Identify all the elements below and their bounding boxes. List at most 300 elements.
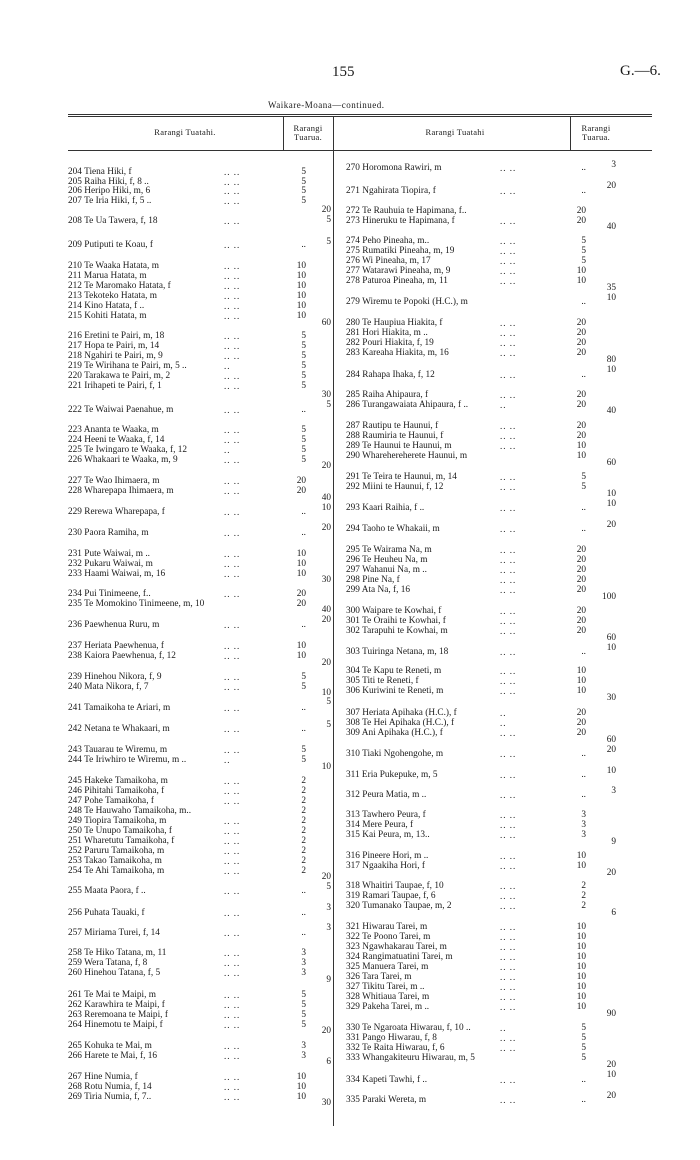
leader-dots: .. .. <box>500 472 517 482</box>
owner-entry: 271 Ngahirata Tiopira, f <box>346 186 436 196</box>
owner-entry: 289 Te Haunui te Haunui, m <box>346 441 452 451</box>
leader-dots: .. .. <box>224 968 241 978</box>
leader-dots: .. .. <box>500 441 517 451</box>
owner-entry: 293 Kaari Raihia, f .. <box>346 503 425 513</box>
leader-dots: .. .. <box>224 1082 241 1092</box>
leader-dots: .. .. <box>500 606 517 616</box>
leader-dots: .. .. <box>500 575 517 585</box>
share-value: 2 <box>301 796 306 806</box>
group-total: 40 <box>606 222 616 232</box>
share-value: 10 <box>576 861 586 871</box>
share-value: .. <box>301 405 306 415</box>
owner-entry: 263 Reremoana te Maipi, f <box>68 1010 168 1020</box>
share-value: 5 <box>301 435 306 445</box>
share-value: 10 <box>296 311 306 321</box>
owner-entry: 251 Wharetutu Tamaikoha, f <box>68 836 175 846</box>
group-total: 3 <box>326 903 331 913</box>
leader-dots: .. .. <box>224 271 241 281</box>
leader-dots: .. .. <box>224 1041 241 1051</box>
owner-entry: 291 Te Teira te Haunui, m, 14 <box>346 472 457 482</box>
owner-entry: 227 Te Wao Ihimaera, m <box>68 476 160 486</box>
leader-dots: .. .. <box>224 177 241 187</box>
owner-entry: 268 Rotu Numia, f, 14 <box>68 1082 152 1092</box>
share-value: .. <box>581 297 586 307</box>
leader-dots: .. .. <box>224 724 241 734</box>
group-total: 10 <box>606 499 616 509</box>
group-total: 10 <box>606 365 616 375</box>
owner-entry: 225 Te Iwingaro te Waaka, f, 12 <box>68 445 188 455</box>
group-total: 20 <box>321 658 331 668</box>
share-value: .. <box>301 240 306 250</box>
share-value: 10 <box>576 972 586 982</box>
owner-entry: 244 Te Iriwhiro te Wiremu, m .. <box>68 755 187 765</box>
share-value: 5 <box>301 381 306 391</box>
owner-entry: 288 Raumiria te Haunui, f <box>346 431 444 441</box>
share-value: 10 <box>296 301 306 311</box>
owner-entry: 323 Ngawhakarau Tarei, m <box>346 942 447 952</box>
leader-dots: .. .. <box>224 405 241 415</box>
share-value: 10 <box>576 932 586 942</box>
leader-dots: .. .. <box>500 861 517 871</box>
group-total: 10 <box>606 1070 616 1080</box>
column-divider <box>283 116 284 150</box>
owner-entry: 270 Horomona Rawiri, m <box>346 163 442 173</box>
owner-entry: 304 Te Kapu te Reneti, m <box>346 666 442 676</box>
leader-dots: .. .. <box>500 421 517 431</box>
page-number: 155 <box>332 64 355 80</box>
leader-dots: .. .. <box>224 196 241 206</box>
leader-dots: .. .. <box>224 836 241 846</box>
owner-entry: 290 Wharehereheretе Haunui, m <box>346 451 468 461</box>
owner-entry: 309 Ani Apihaka (H.C.), f <box>346 728 443 738</box>
leader-dots: .. .. <box>224 776 241 786</box>
leader-dots: .. .. <box>224 651 241 661</box>
owner-entry: 314 Mere Peura, f <box>346 820 414 830</box>
owner-entry: 296 Te Heuheu Na, m <box>346 555 428 565</box>
owner-entry: 312 Peura Matia, m .. <box>346 790 427 800</box>
owner-entry: 285 Raiha Ahipaura, f <box>346 390 429 400</box>
owner-entry: 229 Rerewa Wharepapa, f <box>68 507 165 517</box>
owner-entry: 235 Te Momokino Tinimeene, m, 10 <box>68 599 205 609</box>
share-value: 2 <box>301 826 306 836</box>
owner-entry: 310 Tiaki Ngohengohe, m <box>346 749 444 759</box>
group-total: 20 <box>606 1060 616 1070</box>
owner-entry: 220 Tarakawa te Pairi, m, 2 <box>68 371 171 381</box>
leader-dots: .. .. <box>500 942 517 952</box>
owner-entry: 281 Hori Hiakita, m .. <box>346 328 428 338</box>
leader-dots: .. .. <box>500 482 517 492</box>
share-value: 5 <box>301 445 306 455</box>
group-total: 80 <box>606 355 616 365</box>
share-value: 5 <box>301 341 306 351</box>
owner-entry: 331 Pango Hiwarau, f, 8 <box>346 1033 437 1043</box>
share-value: .. <box>301 620 306 630</box>
share-value: 20 <box>576 348 586 358</box>
owner-entry: 254 Te Ahi Tamaikoha, m <box>68 866 165 876</box>
share-value: 20 <box>576 708 586 718</box>
leader-dots: .. .. <box>500 676 517 686</box>
share-value: 20 <box>576 390 586 400</box>
owner-entry: 297 Wahanui Na, m .. <box>346 565 427 575</box>
share-value: .. <box>301 703 306 713</box>
owner-entry: 222 Te Waiwai Paenahue, m <box>68 405 174 415</box>
owner-entry: 326 Tara Tarei, m <box>346 972 412 982</box>
owner-entry: 325 Manuera Tarei, m <box>346 962 429 972</box>
share-value: .. <box>301 528 306 538</box>
owner-entry: 265 Kohuka te Mai, m <box>68 1041 152 1051</box>
owner-entry: 327 Tikitu Tarei, m .. <box>346 982 425 992</box>
leader-dots: .. .. <box>500 1043 517 1053</box>
leader-dots: .. .. <box>224 866 241 876</box>
group-total: 10 <box>606 293 616 303</box>
share-value: 10 <box>576 952 586 962</box>
owner-entry: 322 Te Poono Tarei, m <box>346 932 431 942</box>
owner-entry: 215 Kohiti Hatata, m <box>68 311 147 321</box>
share-value: 5 <box>581 1023 586 1033</box>
leader-dots: .. .. <box>224 816 241 826</box>
group-total: 5 <box>326 882 331 892</box>
owner-entry: 320 Tumanako Taupae, m, 2 <box>346 901 452 911</box>
share-value: 10 <box>576 992 586 1002</box>
share-value: 5 <box>581 472 586 482</box>
group-total: 5 <box>326 400 331 410</box>
share-value: 5 <box>301 672 306 682</box>
leader-dots: .. .. <box>500 932 517 942</box>
share-value: 5 <box>581 246 586 256</box>
share-value: 3 <box>301 948 306 958</box>
leader-dots: .. .. <box>500 338 517 348</box>
share-value: 3 <box>581 810 586 820</box>
owner-entry: 234 Pui Tinimeene, f.. <box>68 589 151 599</box>
share-value: .. <box>581 749 586 759</box>
leader-dots: .. .. <box>500 236 517 246</box>
share-value: 10 <box>576 676 586 686</box>
leader-dots: .. .. <box>500 216 517 226</box>
group-total: 3 <box>611 160 616 170</box>
owner-entry: 233 Haami Waiwai, m, 16 <box>68 569 166 579</box>
owner-entry: 211 Marua Hatata, m <box>68 271 147 281</box>
owner-entry: 216 Eretini te Pairi, m, 18 <box>68 331 165 341</box>
leader-dots: .. .. <box>224 589 241 599</box>
leader-dots: .. .. <box>224 186 241 196</box>
share-value: 3 <box>581 820 586 830</box>
leader-dots: .. .. <box>500 503 517 513</box>
leader-dots: .. .. <box>500 256 517 266</box>
share-value: 10 <box>296 271 306 281</box>
share-value: 2 <box>301 856 306 866</box>
share-value: 5 <box>301 331 306 341</box>
leader-dots: .. .. <box>500 186 517 196</box>
owner-entry: 279 Wiremu te Popoki (H.C.), m <box>346 297 468 307</box>
owner-entry: 247 Pohe Tamaikoha, f <box>68 796 154 806</box>
group-total: 9 <box>611 837 616 847</box>
leader-dots: .. .. <box>224 291 241 301</box>
share-value: .. <box>581 790 586 800</box>
share-value: 2 <box>581 891 586 901</box>
owner-entry: 273 Hineruku te Hapimana, f <box>346 216 455 226</box>
share-value: 20 <box>296 589 306 599</box>
owner-entry: 264 Hinemotu te Maipi, f <box>68 1020 163 1030</box>
share-value: 5 <box>301 371 306 381</box>
share-value: 5 <box>301 745 306 755</box>
leader-dots: .. .. <box>224 559 241 569</box>
leader-dots: .. .. <box>224 435 241 445</box>
leader-dots: .. .. <box>224 886 241 896</box>
owner-entry: 256 Puhata Tauaki, f <box>68 908 145 918</box>
leader-dots: .. .. <box>500 328 517 338</box>
owner-entry: 267 Hine Numia, f <box>68 1072 138 1082</box>
share-value: 20 <box>576 626 586 636</box>
leader-dots: .. .. <box>224 682 241 692</box>
group-total: 5 <box>326 697 331 707</box>
leader-dots: .. .. <box>500 565 517 575</box>
owner-entry: 226 Whakaari te Waaka, m, 9 <box>68 455 178 465</box>
owner-entry: 204 Tiena Hiki, f <box>68 167 132 177</box>
owner-entry: 260 Hinehou Tatana, f, 5 <box>68 968 161 978</box>
share-value: 10 <box>296 281 306 291</box>
group-total: 20 <box>606 520 616 530</box>
share-value: 10 <box>576 962 586 972</box>
leader-dots: .. <box>224 445 231 455</box>
group-total: 60 <box>321 318 331 328</box>
owner-entry: 313 Tawhero Peura, f <box>346 810 426 820</box>
leader-dots: .. .. <box>224 1010 241 1020</box>
share-value: .. <box>301 724 306 734</box>
share-value: 2 <box>301 776 306 786</box>
owner-entry: 280 Te Haupiua Hiakita, f <box>346 318 443 328</box>
share-value: 2 <box>581 901 586 911</box>
share-value: 2 <box>301 806 306 816</box>
leader-dots: .. .. <box>224 958 241 968</box>
owner-entry: 301 Te Oraihi te Kowhai, f <box>346 616 446 626</box>
owner-entry: 241 Tamaikoha te Ariari, m <box>68 703 171 713</box>
owner-entry: 315 Kai Peura, m, 13.. <box>346 830 430 840</box>
group-total: 20 <box>321 205 331 215</box>
share-value: 5 <box>581 1033 586 1043</box>
leader-dots: .. .. <box>500 810 517 820</box>
share-value: 5 <box>581 236 586 246</box>
share-value: .. <box>581 163 586 173</box>
leader-dots: .. .. <box>500 749 517 759</box>
share-value: 5 <box>301 186 306 196</box>
share-value: 2 <box>301 836 306 846</box>
share-value: 20 <box>296 599 306 609</box>
owner-entry: 324 Rangimatuatini Tarei, m <box>346 952 453 962</box>
group-total: 60 <box>606 458 616 468</box>
leader-dots: .. .. <box>500 163 517 173</box>
owner-entry: 257 Miriama Turei, f, 14 <box>68 928 160 938</box>
leader-dots: .. <box>500 718 507 728</box>
share-value: 10 <box>296 261 306 271</box>
share-value: 20 <box>576 728 586 738</box>
owner-entry: 276 Wi Pineaha, m, 17 <box>346 256 431 266</box>
leader-dots: .. .. <box>500 276 517 286</box>
owner-entry: 269 Tiria Numia, f, 7.. <box>68 1092 152 1102</box>
share-value: 5 <box>581 1053 586 1063</box>
leader-dots: .. .. <box>224 381 241 391</box>
group-total: 60 <box>606 735 616 745</box>
share-value: 3 <box>301 1051 306 1061</box>
column-header-shares-right: Rarangi Tuarua. <box>581 123 611 142</box>
owner-entry: 335 Paraki Wereta, m <box>346 1095 427 1105</box>
owner-entry: 305 Titi te Reneti, f <box>346 676 419 686</box>
share-value: .. <box>581 1095 586 1105</box>
owner-entry: 330 Te Ngaroata Hiwarau, f, 10 .. <box>346 1023 471 1033</box>
group-total: 20 <box>321 461 331 471</box>
group-total: 40 <box>321 605 331 615</box>
leader-dots: .. .. <box>500 820 517 830</box>
owner-entry: 230 Paora Ramiha, m <box>68 528 149 538</box>
share-value: 10 <box>296 1092 306 1102</box>
share-value: 2 <box>581 881 586 891</box>
group-total: 10 <box>321 762 331 772</box>
leader-dots: .. <box>224 361 231 371</box>
group-total: 10 <box>321 688 331 698</box>
leader-dots: .. .. <box>500 524 517 534</box>
leader-dots: .. .. <box>500 901 517 911</box>
leader-dots: .. .. <box>500 431 517 441</box>
share-value: 5 <box>301 1020 306 1030</box>
owner-entry: 237 Heriata Paewhenua, f <box>68 641 165 651</box>
group-total: 6 <box>326 1057 331 1067</box>
share-value: 10 <box>576 922 586 932</box>
owner-entry: 302 Tarapuhi te Kowhai, m <box>346 626 448 636</box>
leader-dots: .. .. <box>224 928 241 938</box>
share-value: 10 <box>576 1002 586 1012</box>
page-reference: G.—6. <box>620 63 661 79</box>
owner-entry: 286 Turangawaiata Ahipaura, f .. <box>346 400 469 410</box>
group-total: 10 <box>606 766 616 776</box>
share-value: 10 <box>296 1072 306 1082</box>
leader-dots: .. .. <box>500 982 517 992</box>
column-header-owners-right: Rarangi Tuatahi <box>425 127 485 137</box>
group-total: 3 <box>326 923 331 933</box>
share-value: 10 <box>576 266 586 276</box>
header-top-rule <box>68 114 652 115</box>
leader-dots: .. .. <box>224 1051 241 1061</box>
group-total: 30 <box>606 693 616 703</box>
leader-dots: .. .. <box>500 922 517 932</box>
leader-dots: .. .. <box>500 770 517 780</box>
owner-entry: 217 Hopa te Pairi, m, 14 <box>68 341 160 351</box>
leader-dots: .. .. <box>224 786 241 796</box>
leader-dots: .. <box>224 755 231 765</box>
share-value: .. <box>581 1075 586 1085</box>
share-value: 20 <box>576 318 586 328</box>
owner-entry: 239 Hinehou Nikora, f, 9 <box>68 672 162 682</box>
share-value: 20 <box>576 206 586 216</box>
leader-dots: .. .. <box>224 261 241 271</box>
owner-entry: 306 Kuriwini te Reneti, m <box>346 686 444 696</box>
owner-entry: 284 Rahapa Ihaka, f, 12 <box>346 370 435 380</box>
owner-entry: 319 Ramari Taupae, f, 6 <box>346 891 436 901</box>
leader-dots: .. .. <box>500 555 517 565</box>
group-total: 10 <box>606 489 616 499</box>
share-value: 20 <box>576 400 586 410</box>
leader-dots: .. .. <box>224 569 241 579</box>
leader-dots: .. .. <box>500 952 517 962</box>
owner-entry: 300 Waipare te Kowhai, f <box>346 606 442 616</box>
share-value: 10 <box>296 1082 306 1092</box>
share-value: .. <box>301 928 306 938</box>
share-value: 2 <box>301 786 306 796</box>
leader-dots: .. .. <box>500 1095 517 1105</box>
leader-dots: .. .. <box>224 745 241 755</box>
share-value: 20 <box>576 575 586 585</box>
leader-dots: .. .. <box>224 908 241 918</box>
share-value: 5 <box>301 1010 306 1020</box>
share-value: 10 <box>576 982 586 992</box>
owner-entry: 328 Whitiaua Tarei, m <box>346 992 430 1002</box>
leader-dots: .. .. <box>500 1075 517 1085</box>
share-value: 10 <box>296 291 306 301</box>
share-value: 10 <box>296 641 306 651</box>
leader-dots: .. .. <box>500 881 517 891</box>
owner-entry: 243 Tauarau te Wiremu, m <box>68 745 168 755</box>
group-total: 5 <box>326 237 331 247</box>
leader-dots: .. .. <box>224 846 241 856</box>
group-total: 20 <box>321 1026 331 1036</box>
owner-entry: 232 Pukaru Waiwai, m <box>68 559 153 569</box>
leader-dots: .. .. <box>224 507 241 517</box>
owner-entry: 321 Hiwarau Tarei, m <box>346 922 428 932</box>
owner-entry: 282 Pouri Hiakita, f, 19 <box>346 338 434 348</box>
share-value: 5 <box>301 990 306 1000</box>
share-value: 5 <box>301 1000 306 1010</box>
owner-entry: 318 Whaitiri Taupae, f, 10 <box>346 881 444 891</box>
share-value: 2 <box>301 866 306 876</box>
leader-dots: .. <box>500 708 507 718</box>
share-value: .. <box>301 908 306 918</box>
leader-dots: .. .. <box>224 301 241 311</box>
owner-entry: 240 Mata Nikora, f, 7 <box>68 682 149 692</box>
owner-entry: 242 Netana te Whakaari, m <box>68 724 170 734</box>
group-total: 3 <box>611 786 616 796</box>
leader-dots: .. .. <box>500 851 517 861</box>
share-value: 5 <box>581 256 586 266</box>
owner-entry: 207 Te Iria Hiki, f, 5 .. <box>68 196 152 206</box>
owner-entry: 212 Te Maromako Hatata, f <box>68 281 171 291</box>
leader-dots: .. .. <box>500 545 517 555</box>
share-value: 10 <box>576 451 586 461</box>
share-value: 20 <box>576 328 586 338</box>
owner-entry: 261 Te Mai te Maipi, m <box>68 990 157 1000</box>
leader-dots: .. .. <box>500 647 517 657</box>
owner-entry: 236 Paewhenua Ruru, m <box>68 620 160 630</box>
owner-entry: 250 Te Unupo Tamaikoha, f <box>68 826 172 836</box>
leader-dots: .. .. <box>224 1072 241 1082</box>
leader-dots: .. .. <box>224 476 241 486</box>
group-total: 60 <box>606 633 616 643</box>
share-value: .. <box>581 524 586 534</box>
share-value: 2 <box>301 816 306 826</box>
share-value: 10 <box>576 851 586 861</box>
leader-dots: .. .. <box>224 1000 241 1010</box>
owner-entry: 294 Taoho te Whakaii, m <box>346 524 440 534</box>
column-header-shares-left: Rarangi Tuarua. <box>293 123 323 142</box>
share-value: 10 <box>576 686 586 696</box>
leader-dots: .. .. <box>500 370 517 380</box>
share-value: 5 <box>301 177 306 187</box>
group-total: 20 <box>321 615 331 625</box>
share-value: 3 <box>301 1041 306 1051</box>
leader-dots: .. .. <box>500 626 517 636</box>
owner-entry: 277 Watarawi Pineaha, m, 9 <box>346 266 451 276</box>
owner-entry: 329 Pakeha Tarei, m .. <box>346 1002 430 1012</box>
owner-entry: 333 Whangakiteuru Hiwarau, m, 5 <box>346 1053 475 1063</box>
leader-dots: .. .. <box>224 528 241 538</box>
share-value: 20 <box>296 476 306 486</box>
